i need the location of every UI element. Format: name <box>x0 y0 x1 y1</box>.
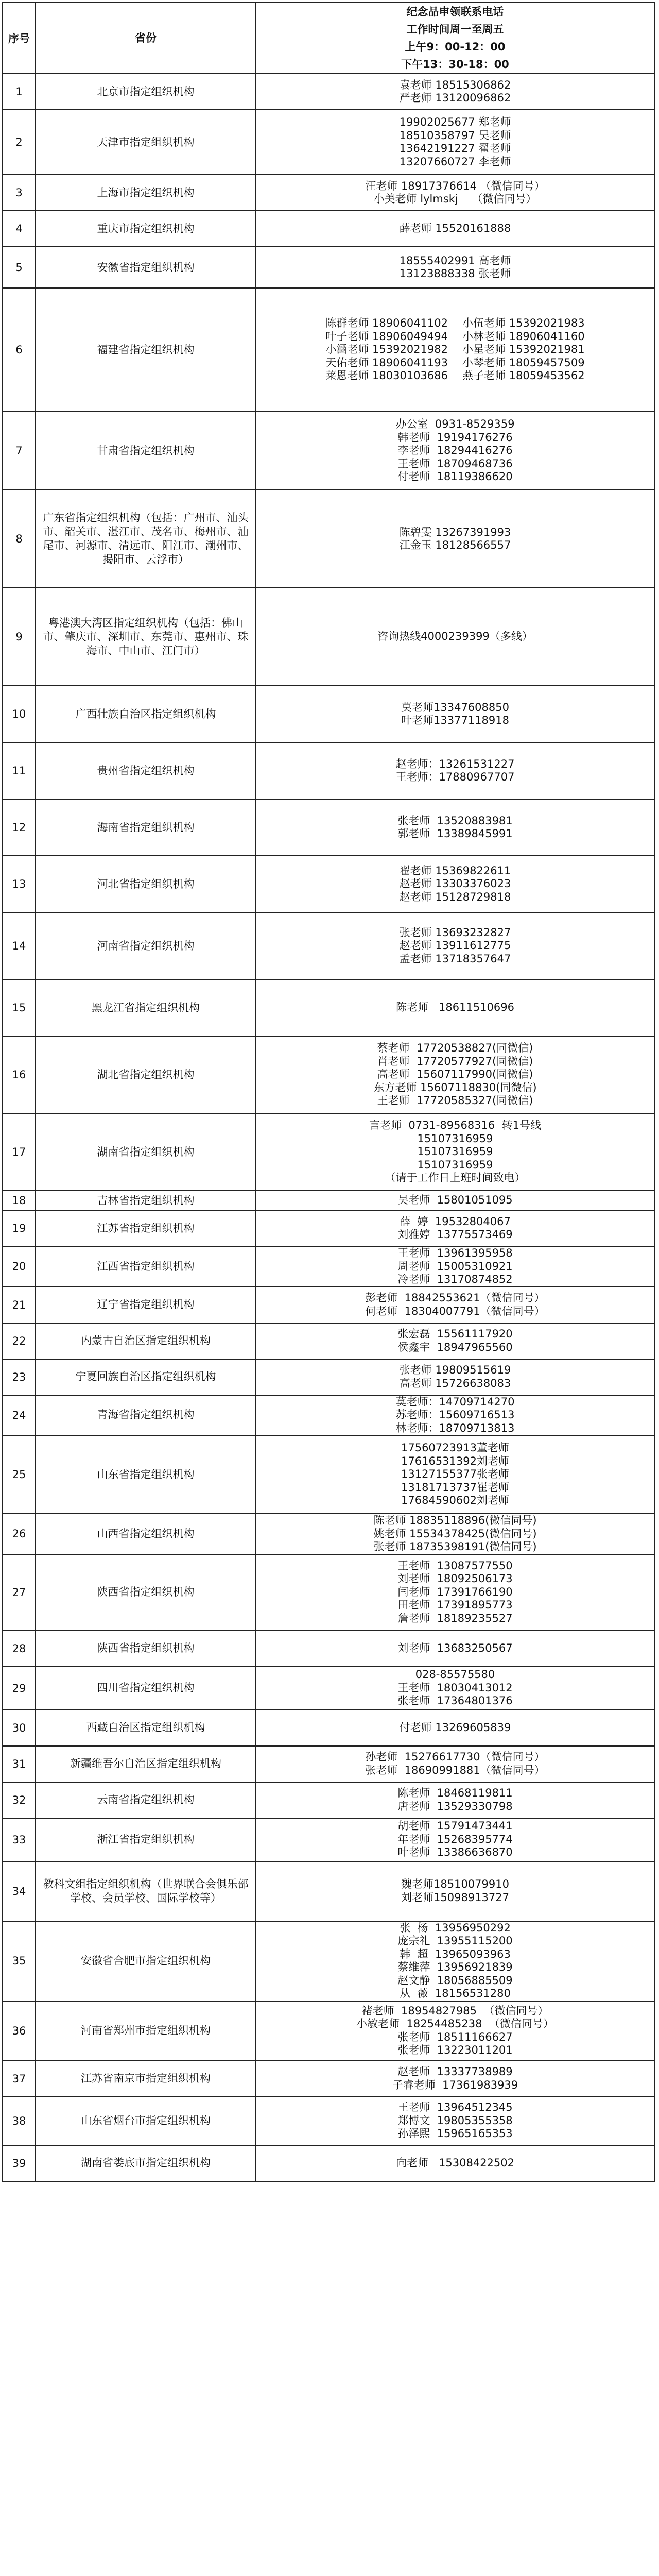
contact-line: 赵老师 15128729818 <box>399 890 511 903</box>
table-row <box>3 1191 654 1210</box>
table-row <box>3 1921 654 2001</box>
province-name: 陕西省指定组织机构 <box>36 1554 256 1631</box>
contact-cell <box>256 1554 654 1631</box>
table-row <box>3 412 654 490</box>
row-number: 30 <box>3 1710 36 1746</box>
contact-line: 小伍老师 15392021983 <box>462 317 585 330</box>
contact-cell <box>256 1359 654 1395</box>
contact-line: 赵老师 13303376023 <box>399 877 511 890</box>
table-row <box>3 2001 654 2061</box>
table-row <box>3 742 654 799</box>
table-row <box>3 1113 654 1191</box>
table-row <box>3 1210 654 1246</box>
province-name: 安徽省合肥市指定组织机构 <box>36 1921 256 2001</box>
contact-line: （请于工作日上班时间致电） <box>385 1172 526 1184</box>
contact-column <box>325 317 448 383</box>
contact-line: 18510358797 吴老师 <box>399 129 511 142</box>
contact-line: 彭老师 18842553621（微信同号） <box>365 1292 545 1304</box>
contact-line: 小涵老师 15392021982 <box>325 343 448 356</box>
row-number: 5 <box>3 247 36 288</box>
contact-line: 肖老师 17720577927(同微信) <box>377 1055 533 1067</box>
row-number: 36 <box>3 2001 36 2061</box>
contact-line: 叶老师13377118918 <box>401 714 509 726</box>
contact-line: 陈老师 18835118896(微信同号) <box>373 1514 537 1527</box>
province-name: 上海市指定组织机构 <box>36 175 256 211</box>
province-name: 陕西省指定组织机构 <box>36 1631 256 1667</box>
province-name: 湖北省指定组织机构 <box>36 1036 256 1113</box>
province-name: 贵州省指定组织机构 <box>36 742 256 799</box>
contact-line: 叶子老师 18906049494 <box>325 330 448 343</box>
province-name: 河北省指定组织机构 <box>36 856 256 912</box>
province-name: 河南省指定组织机构 <box>36 912 256 979</box>
contact-cell <box>256 742 654 799</box>
row-number: 25 <box>3 1435 36 1514</box>
contact-cell <box>256 1191 654 1210</box>
contact-line: 唐老师 13529330798 <box>397 1800 513 1812</box>
contact-line: 胡老师 15791473441 <box>397 1820 513 1833</box>
province-name: 湖南省指定组织机构 <box>36 1113 256 1191</box>
contact-line: 张老师 18511166627 <box>397 2030 513 2043</box>
table-row <box>3 799 654 856</box>
table-row <box>3 1710 654 1746</box>
table-row <box>3 1514 654 1554</box>
row-number: 18 <box>3 1191 36 1210</box>
header-contact-line: 纪念品申领联系电话 <box>406 6 504 18</box>
contact-line: 姚老师 15534378425(微信同号) <box>373 1527 537 1540</box>
row-number: 19 <box>3 1210 36 1246</box>
contact-cell <box>256 1395 654 1436</box>
contact-line: 13207660727 李老师 <box>399 155 511 168</box>
row-number: 12 <box>3 799 36 856</box>
contact-line: 刘老师 18092506173 <box>397 1572 513 1585</box>
contact-line: 王老师 18709468736 <box>397 457 513 470</box>
contact-line: 刘老师15098913727 <box>401 1891 509 1904</box>
row-number: 17 <box>3 1113 36 1191</box>
contact-line: 何老师 18304007791（微信同号） <box>365 1304 545 1317</box>
row-number: 4 <box>3 211 36 247</box>
table-row <box>3 686 654 742</box>
contact-cell <box>256 74 654 110</box>
contact-line: 办公室 0931-8529359 <box>395 418 515 431</box>
contact-cell <box>256 110 654 175</box>
contact-cell <box>256 1710 654 1746</box>
table-row <box>3 1036 654 1113</box>
contact-line: 林老师：18709713813 <box>395 1421 515 1434</box>
contact-line: 严老师 13120096862 <box>399 92 511 104</box>
contact-line: 詹老师 18189235527 <box>397 1612 513 1624</box>
province-name: 四川省指定组织机构 <box>36 1667 256 1710</box>
contact-line: 17684590602刘老师 <box>401 1494 509 1507</box>
header-contact-line: 下午13：30-18：00 <box>401 58 509 71</box>
province-name: 安徽省指定组织机构 <box>36 247 256 288</box>
contact-line: 高老师 15607117990(同微信) <box>377 1068 533 1081</box>
contact-line: 19902025677 郑老师 <box>399 116 511 128</box>
contact-line: 陈群老师 18906041102 <box>325 317 448 330</box>
contact-line: 天佑老师 18906041193 <box>325 356 448 369</box>
row-number: 23 <box>3 1359 36 1395</box>
row-number: 38 <box>3 2097 36 2145</box>
row-number: 7 <box>3 412 36 490</box>
contact-cell <box>256 1323 654 1359</box>
province-name: 辽宁省指定组织机构 <box>36 1287 256 1323</box>
contact-cell <box>256 1287 654 1323</box>
contact-line: 15107316959 <box>417 1158 493 1171</box>
table-row <box>3 1246 654 1287</box>
contact-line: 张老师 19809515619 <box>399 1364 511 1376</box>
contact-line: 江金玉 18128566557 <box>399 539 511 551</box>
contact-line: 咨询热线4000239399（多线） <box>377 630 533 643</box>
contact-line: 薛老师 15520161888 <box>399 222 511 235</box>
table-row <box>3 1746 654 1782</box>
contact-line: 燕子老师 18059453562 <box>462 369 585 382</box>
contact-line: 孙泽熙 15965165353 <box>397 2127 513 2140</box>
table-row <box>3 288 654 412</box>
row-number: 15 <box>3 979 36 1036</box>
row-number: 20 <box>3 1246 36 1287</box>
table-row <box>3 1818 654 1861</box>
contact-line: 韩 超 13965093963 <box>400 1947 511 1960</box>
contact-line: 赵老师：13261531227 <box>395 757 515 770</box>
province-name: 山东省指定组织机构 <box>36 1435 256 1514</box>
contact-cell <box>256 1818 654 1861</box>
contact-cell <box>256 1036 654 1113</box>
row-number: 35 <box>3 1921 36 2001</box>
table-header-row <box>3 3 654 74</box>
row-number: 27 <box>3 1554 36 1631</box>
contact-line: 张老师 13520883981 <box>397 814 513 827</box>
table-row <box>3 1287 654 1323</box>
contact-line: 赵文静 18056885509 <box>397 1974 513 1987</box>
province-name: 内蒙古自治区指定组织机构 <box>36 1323 256 1359</box>
contact-line: 刘老师 13683250567 <box>397 1641 513 1654</box>
table-row <box>3 74 654 110</box>
contact-line: 褚老师 18954827985 （微信同号） <box>361 2004 549 2017</box>
table-row <box>3 2097 654 2145</box>
province-name: 黑龙江省指定组织机构 <box>36 979 256 1036</box>
contact-line: 蔡老师 17720538827(同微信) <box>377 1042 533 1055</box>
contact-cell <box>256 912 654 979</box>
table-row <box>3 979 654 1036</box>
contact-line: 叶老师 13386636870 <box>397 1846 513 1859</box>
row-number: 6 <box>3 288 36 412</box>
contact-line: 13642191227 翟老师 <box>399 142 511 155</box>
contact-line: 张宏磊 15561117920 <box>397 1328 513 1340</box>
header-contact-line: 上午9：00-12：00 <box>405 41 506 53</box>
contact-cell <box>256 856 654 912</box>
contact-line: 刘雅婷 13775573469 <box>397 1228 513 1241</box>
contact-line: 陈老师 18468119811 <box>397 1787 513 1799</box>
province-name: 河南省郑州市指定组织机构 <box>36 2001 256 2061</box>
row-number: 31 <box>3 1746 36 1782</box>
contact-line: 田老师 17391895773 <box>397 1599 513 1612</box>
province-name: 云南省指定组织机构 <box>36 1782 256 1818</box>
province-name: 海南省指定组织机构 <box>36 799 256 856</box>
contact-line: 17560723913董老师 <box>401 1442 509 1454</box>
contact-line: 王老师 13964512345 <box>397 2101 513 2114</box>
contact-cell <box>256 2061 654 2097</box>
row-number: 26 <box>3 1514 36 1554</box>
contact-cell <box>256 1631 654 1667</box>
row-number: 22 <box>3 1323 36 1359</box>
province-name: 天津市指定组织机构 <box>36 110 256 175</box>
row-number: 3 <box>3 175 36 211</box>
header-province: 省份 <box>36 3 256 74</box>
row-number: 9 <box>3 588 36 686</box>
province-name: 粤港澳大湾区指定组织机构（包括：佛山市、肇庆市、深圳市、东莞市、惠州市、珠海市、中山市、江门市） <box>36 588 256 686</box>
province-name: 宁夏回族自治区指定组织机构 <box>36 1359 256 1395</box>
contact-line: 15107316959 <box>417 1132 493 1145</box>
contact-cell <box>256 1746 654 1782</box>
province-name: 甘肃省指定组织机构 <box>36 412 256 490</box>
contact-line: 18555402991 高老师 <box>399 254 511 267</box>
contact-line: 周老师 15005310921 <box>397 1260 513 1273</box>
table-row <box>3 1554 654 1631</box>
row-number: 39 <box>3 2145 36 2181</box>
province-name: 西藏自治区指定组织机构 <box>36 1710 256 1746</box>
province-name: 广西壮族自治区指定组织机构 <box>36 686 256 742</box>
contact-line: 韩老师 19194176276 <box>397 431 513 444</box>
contact-line: 闫老师 17391766190 <box>397 1585 513 1598</box>
contact-line: 郑博文 19805355358 <box>397 2114 513 2127</box>
row-number: 10 <box>3 686 36 742</box>
province-name: 山西省指定组织机构 <box>36 1514 256 1554</box>
contact-line: 年老师 15268395774 <box>397 1833 513 1845</box>
contact-line: 张老师 18735398191(微信同号) <box>373 1540 537 1553</box>
table-row <box>3 110 654 175</box>
contact-cell <box>256 412 654 490</box>
row-number: 1 <box>3 74 36 110</box>
contact-line: 17616531392刘老师 <box>401 1454 509 1467</box>
contact-line: 张老师 13693232827 <box>399 926 511 939</box>
row-number: 13 <box>3 856 36 912</box>
table-row <box>3 490 654 588</box>
contact-cell <box>256 490 654 588</box>
contact-cell <box>256 1861 654 1921</box>
row-number: 16 <box>3 1036 36 1113</box>
contact-line: 向老师 15308422502 <box>396 2156 514 2169</box>
header-number: 序号 <box>3 3 36 74</box>
row-number: 29 <box>3 1667 36 1710</box>
contact-cell <box>256 1246 654 1287</box>
contact-cell <box>256 1435 654 1514</box>
contact-line: 李老师 18294416276 <box>397 444 513 457</box>
contact-line: 侯鑫宇 18947965560 <box>397 1341 513 1353</box>
contact-cell <box>256 288 654 412</box>
contact-cell <box>256 1667 654 1710</box>
contact-cell <box>256 211 654 247</box>
row-number: 11 <box>3 742 36 799</box>
contact-line: 孟老师 13718357647 <box>399 952 511 965</box>
row-number: 33 <box>3 1818 36 1861</box>
table-row <box>3 1323 654 1359</box>
province-name: 山东省烟台市指定组织机构 <box>36 2097 256 2145</box>
contact-line: 东方老师 15607118830(同微信) <box>373 1081 537 1094</box>
province-name: 江西省指定组织机构 <box>36 1246 256 1287</box>
contact-line: 王老师 13961395958 <box>397 1247 513 1259</box>
contact-line: 13127155377张老师 <box>401 1468 509 1481</box>
province-name: 新疆维吾尔自治区指定组织机构 <box>36 1746 256 1782</box>
contact-cell <box>256 1514 654 1554</box>
contact-cell <box>256 1210 654 1246</box>
table-row <box>3 1861 654 1921</box>
table-row <box>3 912 654 979</box>
contact-cell <box>256 979 654 1036</box>
contact-line: 王老师 18030413012 <box>397 1681 513 1694</box>
contact-line: 王老师 17720585327(同微信) <box>377 1094 533 1107</box>
province-name: 江苏省南京市指定组织机构 <box>36 2061 256 2097</box>
contact-line: 冷老师 13170874852 <box>397 1273 513 1285</box>
contact-line: 言老师 0731-89568316 转1号线 <box>369 1119 541 1132</box>
contact-line: 翟老师 15369822611 <box>399 864 511 877</box>
contact-line: 汪老师 18917376614 （微信同号） <box>365 179 545 192</box>
contact-line: 莫老师：14709714270 <box>395 1395 515 1408</box>
contact-cell <box>256 2001 654 2061</box>
province-name: 教科文组指定组织机构（世界联合会俱乐部学校、会员学校、国际学校等） <box>36 1861 256 1921</box>
table-row <box>3 1359 654 1395</box>
contact-cell <box>256 247 654 288</box>
contact-line: 苏老师：15609716513 <box>395 1409 515 1421</box>
contact-line: 袁老师 18515306862 <box>399 78 511 91</box>
row-number: 32 <box>3 1782 36 1818</box>
table-row <box>3 1782 654 1818</box>
contact-line: 莱恩老师 18030103686 <box>325 369 448 382</box>
contact-line: 小琴老师 18059457509 <box>462 356 585 369</box>
contact-cell <box>256 799 654 856</box>
table-row <box>3 211 654 247</box>
table-row <box>3 1667 654 1710</box>
contact-line: 王老师：17880967707 <box>395 771 515 783</box>
row-number: 34 <box>3 1861 36 1921</box>
province-name: 广东省指定组织机构（包括：广州市、汕头市、韶关市、湛江市、茂名市、梅州市、汕尾市、河源市、清远市、阳江市、潮州市、揭阳市、云浮市） <box>36 490 256 588</box>
table-row <box>3 175 654 211</box>
contact-cell <box>256 175 654 211</box>
contact-line: 小敏老师 18254485238 （微信同号） <box>356 2018 554 2030</box>
table-row <box>3 856 654 912</box>
table-row <box>3 1631 654 1667</box>
contact-line: 陈碧雯 13267391993 <box>399 526 511 538</box>
contact-line: 庞宗礼 13955115200 <box>397 1935 513 1947</box>
contact-line: 张老师 17364801376 <box>397 1694 513 1707</box>
table-row <box>3 2061 654 2097</box>
contact-line: 付老师 18119386620 <box>397 470 513 483</box>
row-number: 28 <box>3 1631 36 1667</box>
contact-table <box>2 2 655 2182</box>
province-name: 重庆市指定组织机构 <box>36 211 256 247</box>
contact-line: 赵老师 13337738989 <box>397 2065 513 2078</box>
contact-line: 小林老师 18906041160 <box>462 330 585 343</box>
contact-line: 魏老师18510079910 <box>401 1878 509 1890</box>
contact-line: 张 杨 13956950292 <box>400 1921 511 1934</box>
header-contact-line: 工作时间周一至周五 <box>406 23 504 36</box>
contact-line: 陈老师 18611510696 <box>396 1001 514 1014</box>
table-body <box>3 74 654 2181</box>
contact-line: 莫老师13347608850 <box>401 701 509 714</box>
contact-line: 吴老师 15801051095 <box>397 1194 513 1207</box>
row-number: 21 <box>3 1287 36 1323</box>
contact-line: 小美老师 lylmskj （微信同号） <box>373 193 537 205</box>
contact-line: 13181713737崔老师 <box>401 1481 509 1494</box>
contact-line: 赵老师 13911612775 <box>399 939 511 952</box>
contact-line: 蔡维萍 13956921839 <box>397 1961 513 1973</box>
contact-line: 15107316959 <box>417 1145 493 1158</box>
row-number: 2 <box>3 110 36 175</box>
contact-cell <box>256 588 654 686</box>
contact-cell <box>256 2145 654 2181</box>
contact-line: 张老师 13223011201 <box>397 2044 513 2056</box>
contact-cell <box>256 686 654 742</box>
contact-line: 郭老师 13389845991 <box>397 827 513 840</box>
contact-cell <box>256 1113 654 1191</box>
contact-line: 小星老师 15392021981 <box>462 343 585 356</box>
table-row <box>3 1395 654 1436</box>
contact-line: 子睿老师 17361983939 <box>392 2078 518 2091</box>
table-row <box>3 2145 654 2181</box>
contact-line: 从 薇 18156531280 <box>400 1987 511 1999</box>
contact-cell <box>256 1921 654 2001</box>
row-number: 14 <box>3 912 36 979</box>
contact-line: 张老师 18690991881（微信同号） <box>365 1764 545 1776</box>
contact-line: 高老师 15726638083 <box>399 1377 511 1389</box>
contact-column <box>462 317 585 383</box>
header-contact <box>256 3 654 74</box>
province-name: 湖南省娄底市指定组织机构 <box>36 2145 256 2181</box>
contact-line: 13123888338 张老师 <box>399 267 511 280</box>
contact-line: 付老师 13269605839 <box>399 1721 511 1734</box>
contact-cell <box>256 1782 654 1818</box>
province-name: 浙江省指定组织机构 <box>36 1818 256 1861</box>
table-row <box>3 247 654 288</box>
contact-line: 028-85575580 <box>415 1668 495 1681</box>
contact-line: 孙老师 15276617730（微信同号） <box>365 1751 545 1763</box>
row-number: 24 <box>3 1395 36 1436</box>
contact-line: 薛 婷 19532804067 <box>400 1215 511 1228</box>
province-name: 吉林省指定组织机构 <box>36 1191 256 1210</box>
row-number: 8 <box>3 490 36 588</box>
table-row <box>3 588 654 686</box>
contact-grid <box>256 317 654 383</box>
table-row <box>3 1435 654 1514</box>
province-name: 福建省指定组织机构 <box>36 288 256 412</box>
row-number: 37 <box>3 2061 36 2097</box>
contact-line: 王老师 13087577550 <box>397 1559 513 1572</box>
province-name: 北京市指定组织机构 <box>36 74 256 110</box>
province-name: 青海省指定组织机构 <box>36 1395 256 1436</box>
province-name: 江苏省指定组织机构 <box>36 1210 256 1246</box>
contact-cell <box>256 2097 654 2145</box>
